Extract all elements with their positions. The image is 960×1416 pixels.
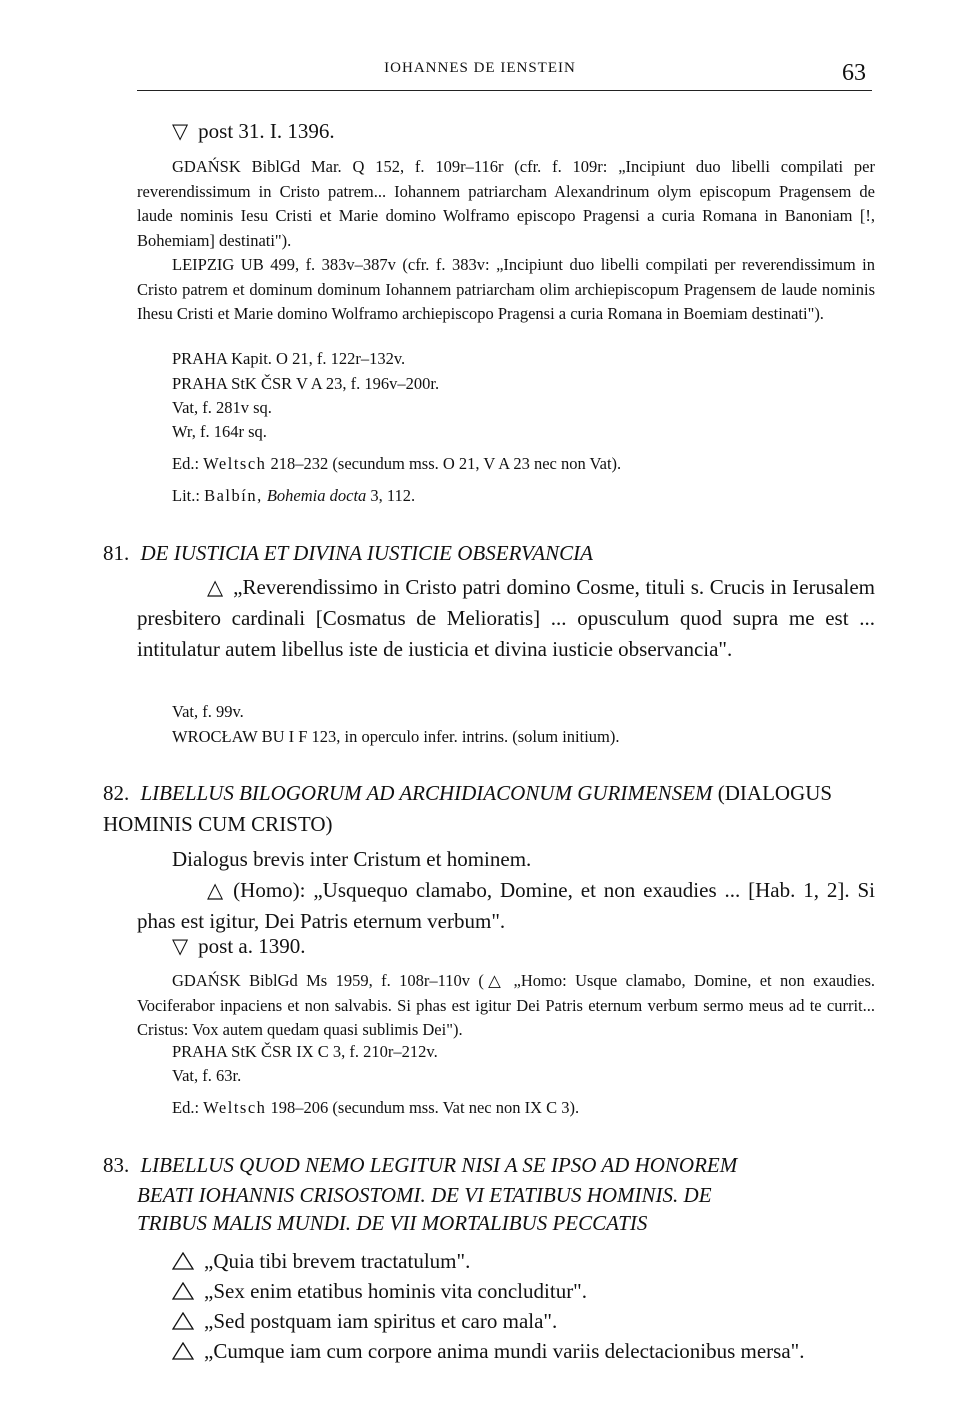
- gdansk-manuscript-note: GDAŃSK BiblGd Mar. Q 152, f. 109r–116r (cfr. f. 109r: „Incipiunt duo libelli compilati per reverendissimum in Cristo patrem... Iohannem patriarcham Alexandrinum olym episcopum Pragensem de laude nominis Iesu Cristi et Marie domino Wolframo episcopo Pragensi a curia Romana in Banoniam [!, Bohemiam] destinati").: [137, 157, 875, 250]
- incipit-text: „Sex enim etatibus hominis vita concluditur".: [204, 1279, 588, 1303]
- up-triangle-icon: △: [207, 878, 224, 902]
- manuscript-line: PRAHA StK ČSR V A 23, f. 196v–200r.: [172, 374, 440, 393]
- entry-81-heading: [103, 538, 593, 569]
- incipit-line: [172, 1246, 470, 1277]
- edition-label: Ed.:: [172, 454, 200, 473]
- edition-line: [172, 452, 621, 477]
- entry-81-incipit: [137, 572, 875, 665]
- manuscript-line: Vat, f. 99v.: [172, 702, 244, 721]
- entry-82-incipit: [137, 875, 875, 937]
- entry-number: 83.: [103, 1153, 130, 1177]
- literature-title: Bohemia docta: [266, 486, 367, 505]
- edition-line: [172, 1096, 579, 1121]
- incipit-text: „Quia tibi brevem tractatulum".: [204, 1249, 471, 1273]
- incipit-text: „Reverendissimo in Cristo patri domino Cosme, tituli s. Crucis in Ierusalem presbitero cardinali [Cosmatus de Melioratis] ... opusculum quod supra me est ... intitulatur autem libellus iste de iusticia et divina iusticie observancia".: [137, 575, 875, 661]
- date-line: [172, 931, 305, 962]
- incipit-text: „Sed postquam iam spiritus et caro mala".: [204, 1309, 558, 1333]
- manuscript-line: Wr, f. 164r sq.: [172, 422, 267, 441]
- entry-title: LIBELLUS QUOD NEMO LEGITUR NISI A SE IPSO AD HONOREM: [140, 1153, 738, 1177]
- incipit-line: [172, 1276, 587, 1307]
- up-triangle-icon: [172, 1312, 194, 1330]
- edition-reference: 198–206 (secundum mss. Vat nec non IX C 3).: [270, 1098, 580, 1117]
- gdansk-manuscript-note: GDAŃSK BiblGd Ms 1959, f. 108r–110v (△ „Homo: Usque clamabo, Domine, et non exaudies. Vociferabor inpaciens et non salvabis. Si phas est igitur Dei Patris eternum verbum sermo meus ad te currit... Cristus: Vox autem quedam quasi sublimis Dei").: [137, 971, 875, 1039]
- incipit-line: [172, 1306, 557, 1337]
- entry-number: 81.: [103, 541, 130, 565]
- running-header-title: IOHANNES DE IENSTEIN: [384, 60, 576, 76]
- up-triangle-icon: [172, 1252, 194, 1270]
- down-triangle-icon: ▽: [172, 934, 189, 958]
- entry-number: 82.: [103, 781, 130, 805]
- edition-author: Weltsch: [203, 454, 267, 473]
- entry-83-heading-line-1: [103, 1150, 737, 1181]
- down-triangle-icon: ▽: [172, 119, 189, 143]
- entry-82-heading: [103, 778, 875, 840]
- incipit-text: „Cumque iam cum corpore anima mundi variis delectacionibus mersa".: [204, 1339, 805, 1363]
- entry-title: TRIBUS MALIS MUNDI. DE VII MORTALIBUS PECCATIS: [137, 1211, 648, 1235]
- manuscript-line: PRAHA StK ČSR IX C 3, f. 210r–212v.: [172, 1042, 438, 1061]
- date-line: [172, 116, 335, 147]
- entry-82-description: Dialogus brevis inter Cristum et hominem.: [172, 847, 532, 871]
- header-rule: [137, 90, 872, 91]
- date-text: post 31. I. 1396.: [198, 119, 335, 143]
- entry-title: BEATI IOHANNIS CRISOSTOMI. DE VI ETATIBUS HOMINIS. DE: [137, 1183, 712, 1207]
- manuscript-line: Vat, f. 281v sq.: [172, 398, 272, 417]
- manuscript-line: WROCŁAW BU I F 123, in operculo infer. intrins. (solum initium).: [172, 727, 620, 746]
- entry-title: DE IUSTICIA ET DIVINA IUSTICIE OBSERVANCIA: [140, 541, 593, 565]
- edition-label: Ed.:: [172, 1098, 200, 1117]
- date-text: post a. 1390.: [198, 934, 306, 958]
- up-triangle-icon: [172, 1282, 194, 1300]
- edition-author: Weltsch: [203, 1098, 267, 1117]
- incipit-text: (Homo): „Usquequo clamabo, Domine, et non exaudies ... [Hab. 1, 2]. Si phas est igitur, Dei Patris eternum verbum".: [137, 878, 875, 933]
- literature-line: [172, 484, 415, 509]
- up-triangle-icon: △: [207, 575, 224, 599]
- entry-title: LIBELLUS BILOGORUM AD ARCHIDIACONUM GURIMENSEM: [140, 781, 713, 805]
- manuscript-line: Vat, f. 63r.: [172, 1066, 242, 1085]
- page-number: 63: [842, 60, 866, 86]
- up-triangle-icon: [172, 1342, 194, 1360]
- literature-author: Balbín,: [204, 486, 263, 505]
- leipzig-manuscript-note: LEIPZIG UB 499, f. 383v–387v (cfr. f. 383v: „Incipiunt duo libelli compilati per reverendissimum in Cristo patrem et dominum dominum Iohannem patriarcham olim archiepiscopum Pragensem de laude nominis Ihesu Cristi et Marie domino Wolframo archiepiscopo Pragensi a curia Romana in Boemiam destinati").: [137, 255, 875, 323]
- literature-reference: 3, 112.: [370, 486, 416, 505]
- entry-title-subtitle: (DIALOGUS HOMINIS CUM CRISTO): [103, 781, 833, 836]
- literature-label: Lit.:: [172, 486, 200, 505]
- manuscript-line: PRAHA Kapit. O 21, f. 122r–132v.: [172, 349, 406, 368]
- edition-reference: 218–232 (secundum mss. O 21, V A 23 nec non Vat).: [270, 454, 622, 473]
- incipit-line: [172, 1336, 804, 1367]
